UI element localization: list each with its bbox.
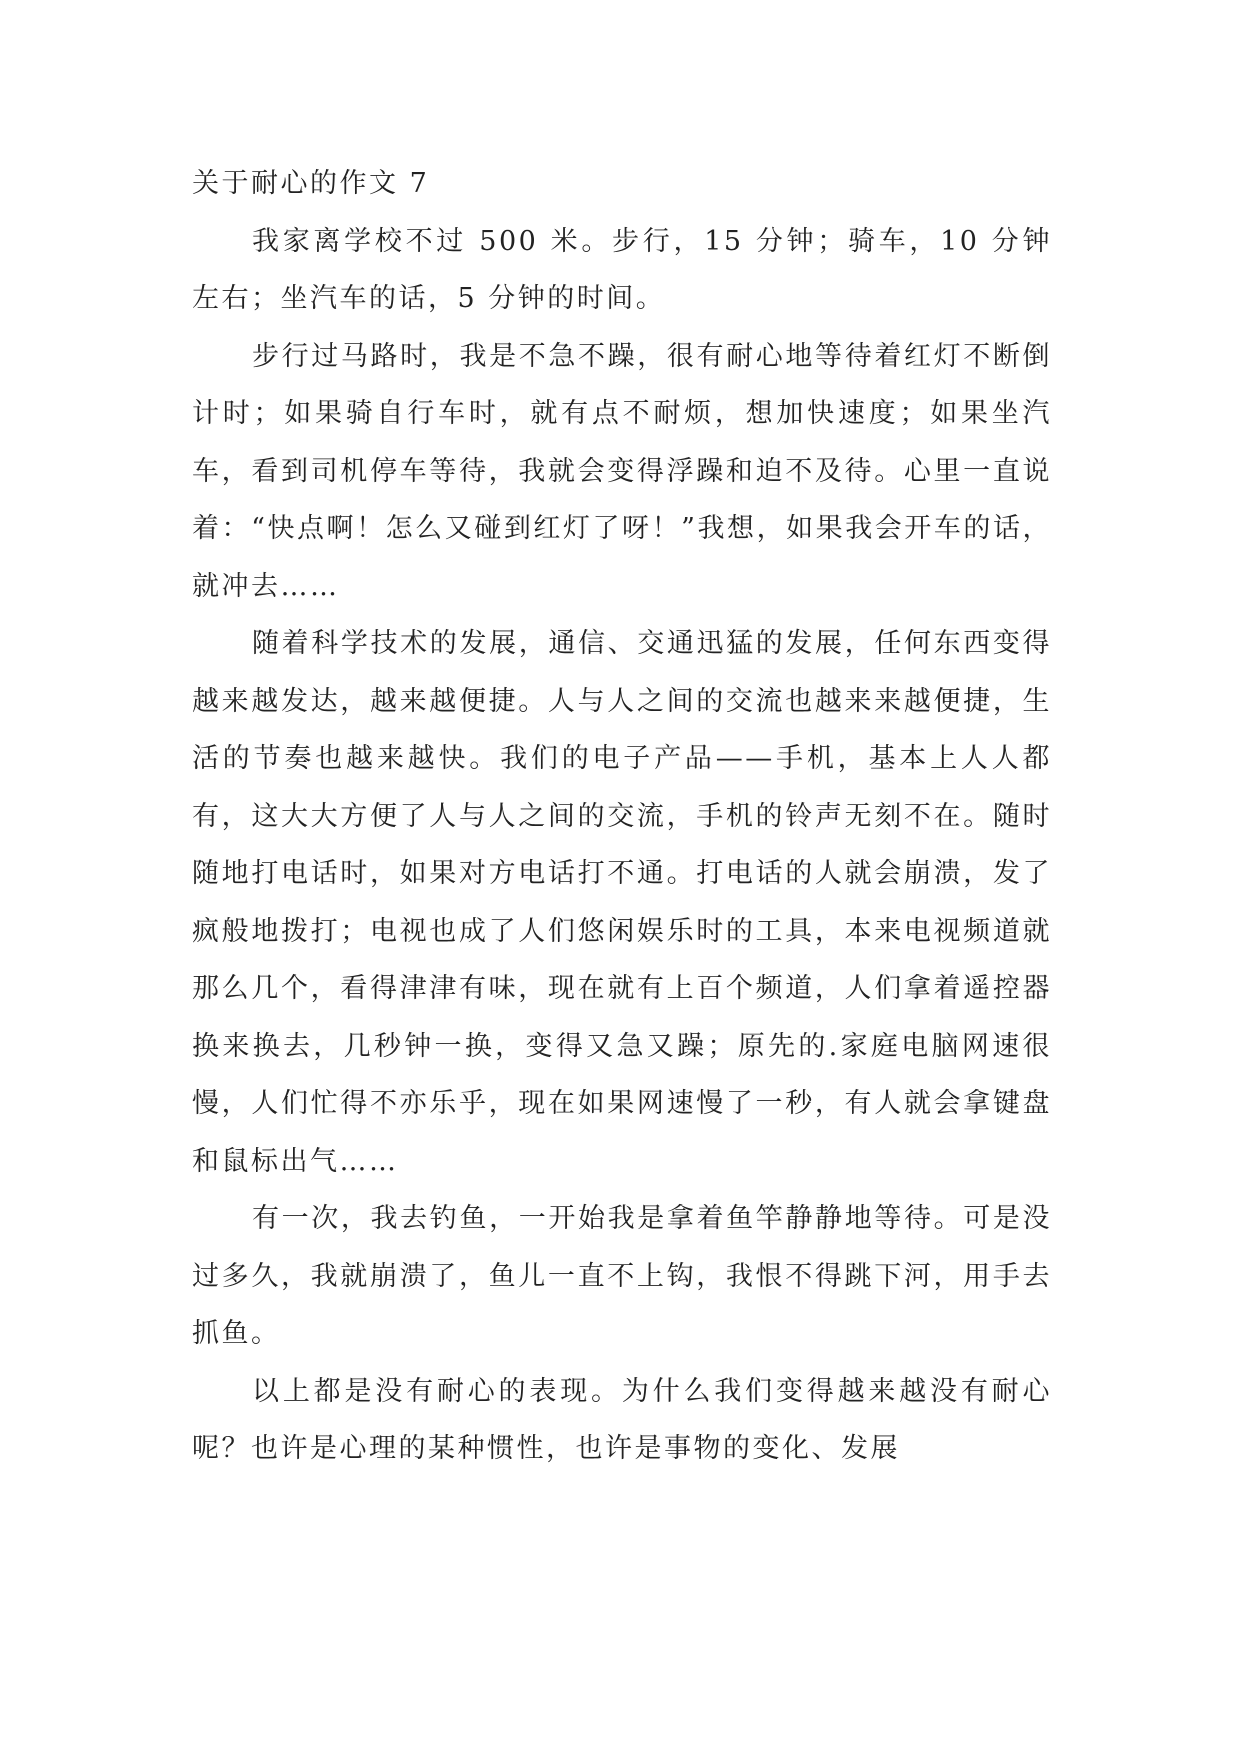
paragraph-walking-distance: 我家离学校不过 500 米。步行，15 分钟；骑车，10 分钟左右；坐汽车的话，5 分钟的时间。	[192, 225, 1052, 314]
document-page	[192, 155, 1052, 1478]
paragraph-fishing: 有一次，我去钓鱼，一开始我是拿着鱼竿静静地等待。可是没过多久，我就崩溃了，鱼儿一直不上钩，我恨不得跳下河，用手去抓鱼。	[192, 1203, 1052, 1349]
paragraph-technology: 随着科学技术的发展，通信、交通迅猛的发展，任何东西变得越来越发达，越来越便捷。人与人之间的交流也越来来越便捷，生活的节奏也越来越快。我们的电子产品——手机，基本上人人都有，这大大方便了人与人之间的交流，手机的铃声无刻不在。随时随地打电话时，如果对方电话打不通。打电话的人就会崩溃，发了疯般地拨打；电视也成了人们悠闲娱乐时的工具，本来电视频道就那么几个，看得津津有味，现在就有上百个频道，人们拿着遥控器换来换去，几秒钟一换，变得又急又躁；原先的.家庭电脑网速很慢，人们忙得不亦乐乎，现在如果网速慢了一秒，有人就会拿键盘和鼠标出气……	[192, 628, 1052, 1177]
paragraph-red-light: 步行过马路时，我是不急不躁，很有耐心地等待着红灯不断倒计时；如果骑自行车时，就有点不耐烦，想加快速度；如果坐汽车，看到司机停车等待，我就会变得浮躁和迫不及待。心里一直说着：“快点啊！怎么又碰到红灯了呀！”我想，如果我会开车的话，就冲去……	[192, 340, 1052, 602]
paragraph-conclusion: 以上都是没有耐心的表现。为什么我们变得越来越没有耐心呢？也许是心理的某种惯性，也许是事物的变化、发展	[192, 1375, 1052, 1464]
document-title: 关于耐心的作文 7	[192, 168, 430, 199]
